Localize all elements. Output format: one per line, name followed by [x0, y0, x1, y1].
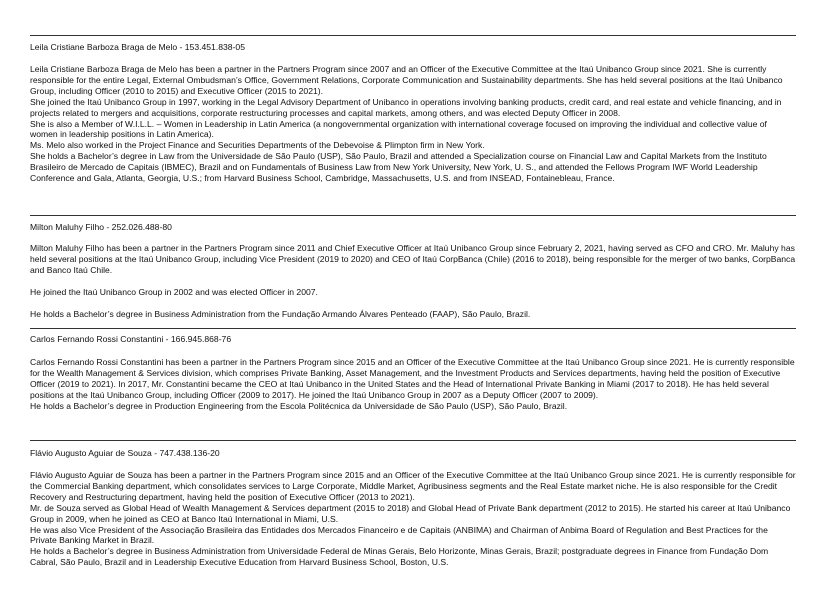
person-header-melo: Leila Cristiane Barboza Braga de Melo - 153.451.838-05 [30, 42, 245, 52]
bio-paragraph: He holds a Bachelor’s degree in Business Administration from Universidade Federal de Minas Gerais, Belo Horizonte, Minas Gerais, Brazil; postgraduate degrees in Finance from Fundação Dom Cabral, São Paulo, Brazil and in Leadership Executive Education from Harvard Business School, Boston, U.S. [30, 546, 769, 568]
bio-paragraph: Ms. Melo also worked in the Project Finance and Securities Departments of the Debevoise & Plimpton firm in New York. [30, 140, 485, 151]
bio-paragraph: He joined the Itaú Unibanco Group in 2002 and was elected Officer in 2007. [30, 286, 318, 297]
bio-paragraph: Carlos Fernando Rossi Constantini has been a partner in the Partners Program since 2015 and an Officer of the Executive Committee at the Itaú Unibanco Group since 2021. He is currently responsible for the Wealth Management & Services division, which comprises Private Banking, Asset Management, and the Investment Products and Services departments, having held the position of Executive Officer (2019 to 2021). In 2017, Mr. Constantini became the CEO at Itaú Unibanco in the United States and the Head of International Private Banking in Miami (2017 to 2018). He has held several positions at the Itaú Unibanco Group, including Officer (2009 to 2017). He joined the Itaú Unibanco Group in 2007 as a Deputy Officer (2007 to 2009). [30, 357, 795, 400]
section-divider [30, 328, 796, 329]
bio-paragraph: Flávio Augusto Aguiar de Souza has been a partner in the Partners Program since 2015 and an Officer of the Executive Committee at the Itaú Unibanco Group since 2021. He is currently responsible for the Commercial Banking department, which consolidates services to Large Corporate, Middle Market, Agribusiness segments and the Real Estate market niche. He is also responsible for the Credit Recovery and Restructuring department, having held the position of Executive Officer (2013 to 2021). [30, 470, 796, 502]
bio-paragraph: Mr. de Souza served as Global Head of Wealth Management & Services department (2015 to 2018) and Global Head of Private Bank department (2012 to 2015). He started his career at Itaú Unibanco Group in 2009, when he joined as CEO at Banco Itaú International in Miami, U.S. [30, 502, 791, 524]
bio-melo [30, 64, 796, 184]
bio-maluhy [30, 243, 796, 320]
bio-paragraph: Milton Maluhy Filho has been a partner in the Partners Program since 2011 and Chief Executive Officer at Itaú Unibanco Group since February 2, 2021, having served as CFO and CRO. Mr. Maluhy has held several positions at the Itaú Unibanco Group, including Vice President (2019 to 2020) and CEO of Itaú CorpBanca (Chile) (2016 to 2018), being responsible for the merger of two banks, CorpBanca and Banco Itaú Chile. [30, 243, 796, 275]
bio-constantini [30, 357, 796, 412]
bio-paragraph: He holds a Bachelor’s degree in Production Engineering from the Escola Politécnica da Universidade de São Paulo (USP), São Paulo, Brazil. [30, 400, 568, 411]
section-divider [30, 440, 796, 441]
bio-paragraph: She is also a Member of W.I.L.L. – Women in Leadership in Latin America (a nongovernmental organization with international coverage focused on improving the individual and collective value of women in leadership positions in Latin America). [30, 118, 767, 140]
bio-paragraph: She joined the Itaú Unibanco Group in 1997, working in the Legal Advisory Department of Unibanco in operations involving banking products, credit card, and real estate and vehicle financing, and in projects related to mergers and acquisitions, corporate restructuring processes and capital markets, among others, and was elected Deputy Officer in 2008. [30, 96, 782, 118]
section-divider [30, 35, 796, 36]
person-header-maluhy: Milton Maluhy Filho - 252.026.488-80 [30, 222, 172, 232]
bio-paragraph: She holds a Bachelor’s degree in Law from the Universidade de São Paulo (USP), São Paulo, Brazil and attended a Specialization course on Financial Law and Capital Markets from the Instituto Brasileiro de Mercado de Capitais (IBMEC), Brazil and on Fundamentals of Business Law from New York University, New York, U. S., and attended the Fellows Program IWF World Leadership Conference and Gala, Atlanta, Georgia, U.S.; from Harvard Business School, Cambridge, Massachusetts, U.S. and from INSEAD, Fontainebleau, France. [30, 151, 767, 184]
bio-paragraph: Leila Cristiane Barboza Braga de Melo has been a partner in the Partners Program since 2007 and an Officer of the Executive Committee at the Itaú Unibanco Group since 2021. She is currently responsible for the entire Legal, External Ombudsman’s Office, Government Relations, Corporate Communication and Sustainability departments. She has held several positions at the Itaú Unibanco Group, including Officer (2010 to 2015) and Executive Officer (2015 to 2021). [30, 64, 783, 96]
bio-souza [30, 470, 796, 568]
person-header-souza: Flávio Augusto Aguiar de Souza - 747.438.136-20 [30, 448, 220, 458]
person-header-constantini: Carlos Fernando Rossi Constantini - 166.945.868-76 [30, 334, 232, 344]
bio-paragraph: He was also Vice President of the Associação Brasileira das Entidades dos Mercados Financeiro e de Capitais (ANBIMA) and Chairman of Anbima Board of Regulation and Best Practices for the Private Banking Market in Brazil. [30, 524, 768, 546]
bio-paragraph: He holds a Bachelor’s degree in Business Administration from the Fundação Armando Álvares Penteado (FAAP), São Paulo, Brazil. [30, 308, 531, 319]
section-divider [30, 215, 796, 216]
